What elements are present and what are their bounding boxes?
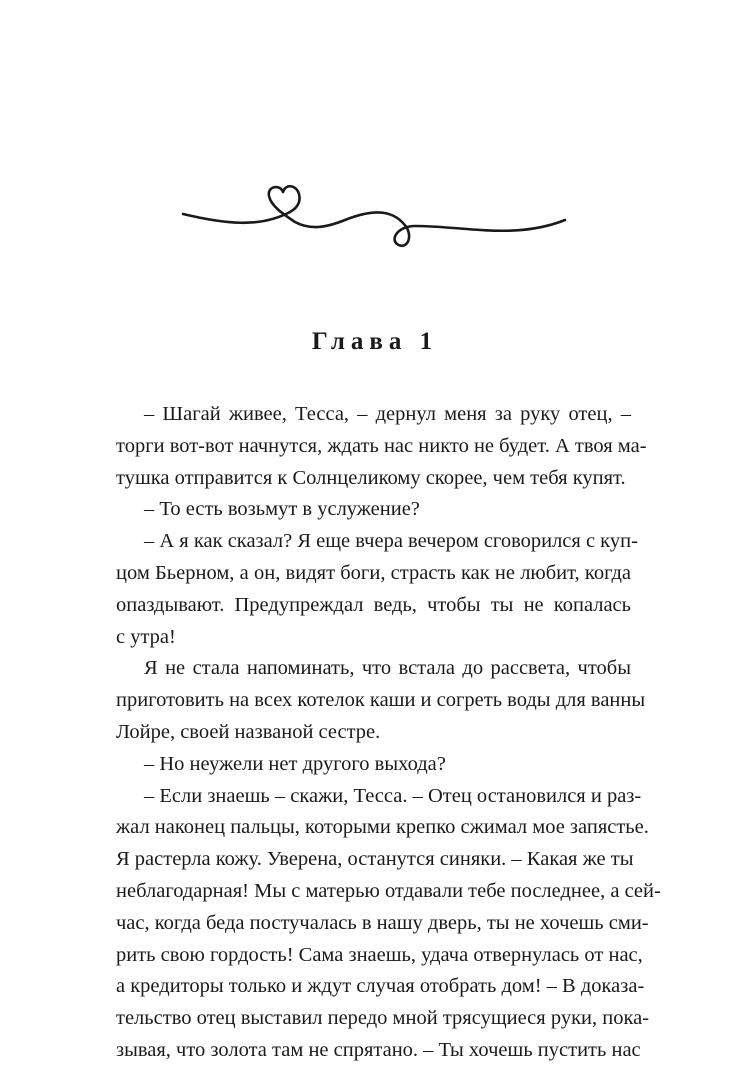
heart-swirl-ornament-icon [175,170,575,260]
text-line: неблагодарная! Мы с матерью отдавали тебе последнее, а сей- [116,879,661,902]
text-line: приготовить на всех котелок каши и согреть воды для ванны [116,689,646,712]
text-line: цом Бьерном, а он, видят боги, страсть как не любит, когда [116,561,631,584]
text-line: Лойре, своей названой сестре. [116,720,381,743]
chapter-title: Глава 1 [311,328,439,355]
text-line: опаздывают. Предупреждал ведь, чтобы ты не копалась [116,593,631,616]
text-line: рить свою гордость! Сама знаешь, удача отвернулась от нас, [116,943,643,966]
text-line: час, когда беда постучалась в нашу дверь, ты не хочешь сми- [116,911,649,934]
text-line: – Шагай живее, Тесса, – дернул меня за руку отец, – [144,403,631,425]
text-line: а кредиторы только и ждут случая отобрать дом! – В доказа- [116,975,645,998]
text-line: – А я как сказал? Я еще вчера вечером сговорился с куп- [144,530,638,553]
text-line: тушка отправится к Солнцеликому скорее, чем тебя купят. [116,466,626,489]
text-line: торги вот-вот начнутся, ждать нас никто не будет. А твоя ма- [116,434,647,457]
text-line: тельство отец выставил передо мной трясущиеся руки, пока- [116,1007,650,1030]
text-line: – Если знаешь – скажи, Тесса. – Отец остановился и раз- [144,784,642,807]
text-line: зывая, что золота там не спрятано. – Ты хочешь пустить нас [116,1038,641,1061]
text-line: с утра! [116,625,176,648]
chapter-body [116,399,661,1067]
text-line: – Но неужели нет другого выхода? [144,752,446,775]
text-line: – То есть возьмут в услужение? [144,498,420,521]
text-line: жал наконец пальцы, которыми крепко сжимал мое запястье. [116,816,649,839]
text-line: Я растерла кожу. Уверена, останутся синяки. – Какая же ты [116,848,634,871]
text-line: Я не стала напоминать, что встала до рассвета, чтобы [144,657,631,680]
